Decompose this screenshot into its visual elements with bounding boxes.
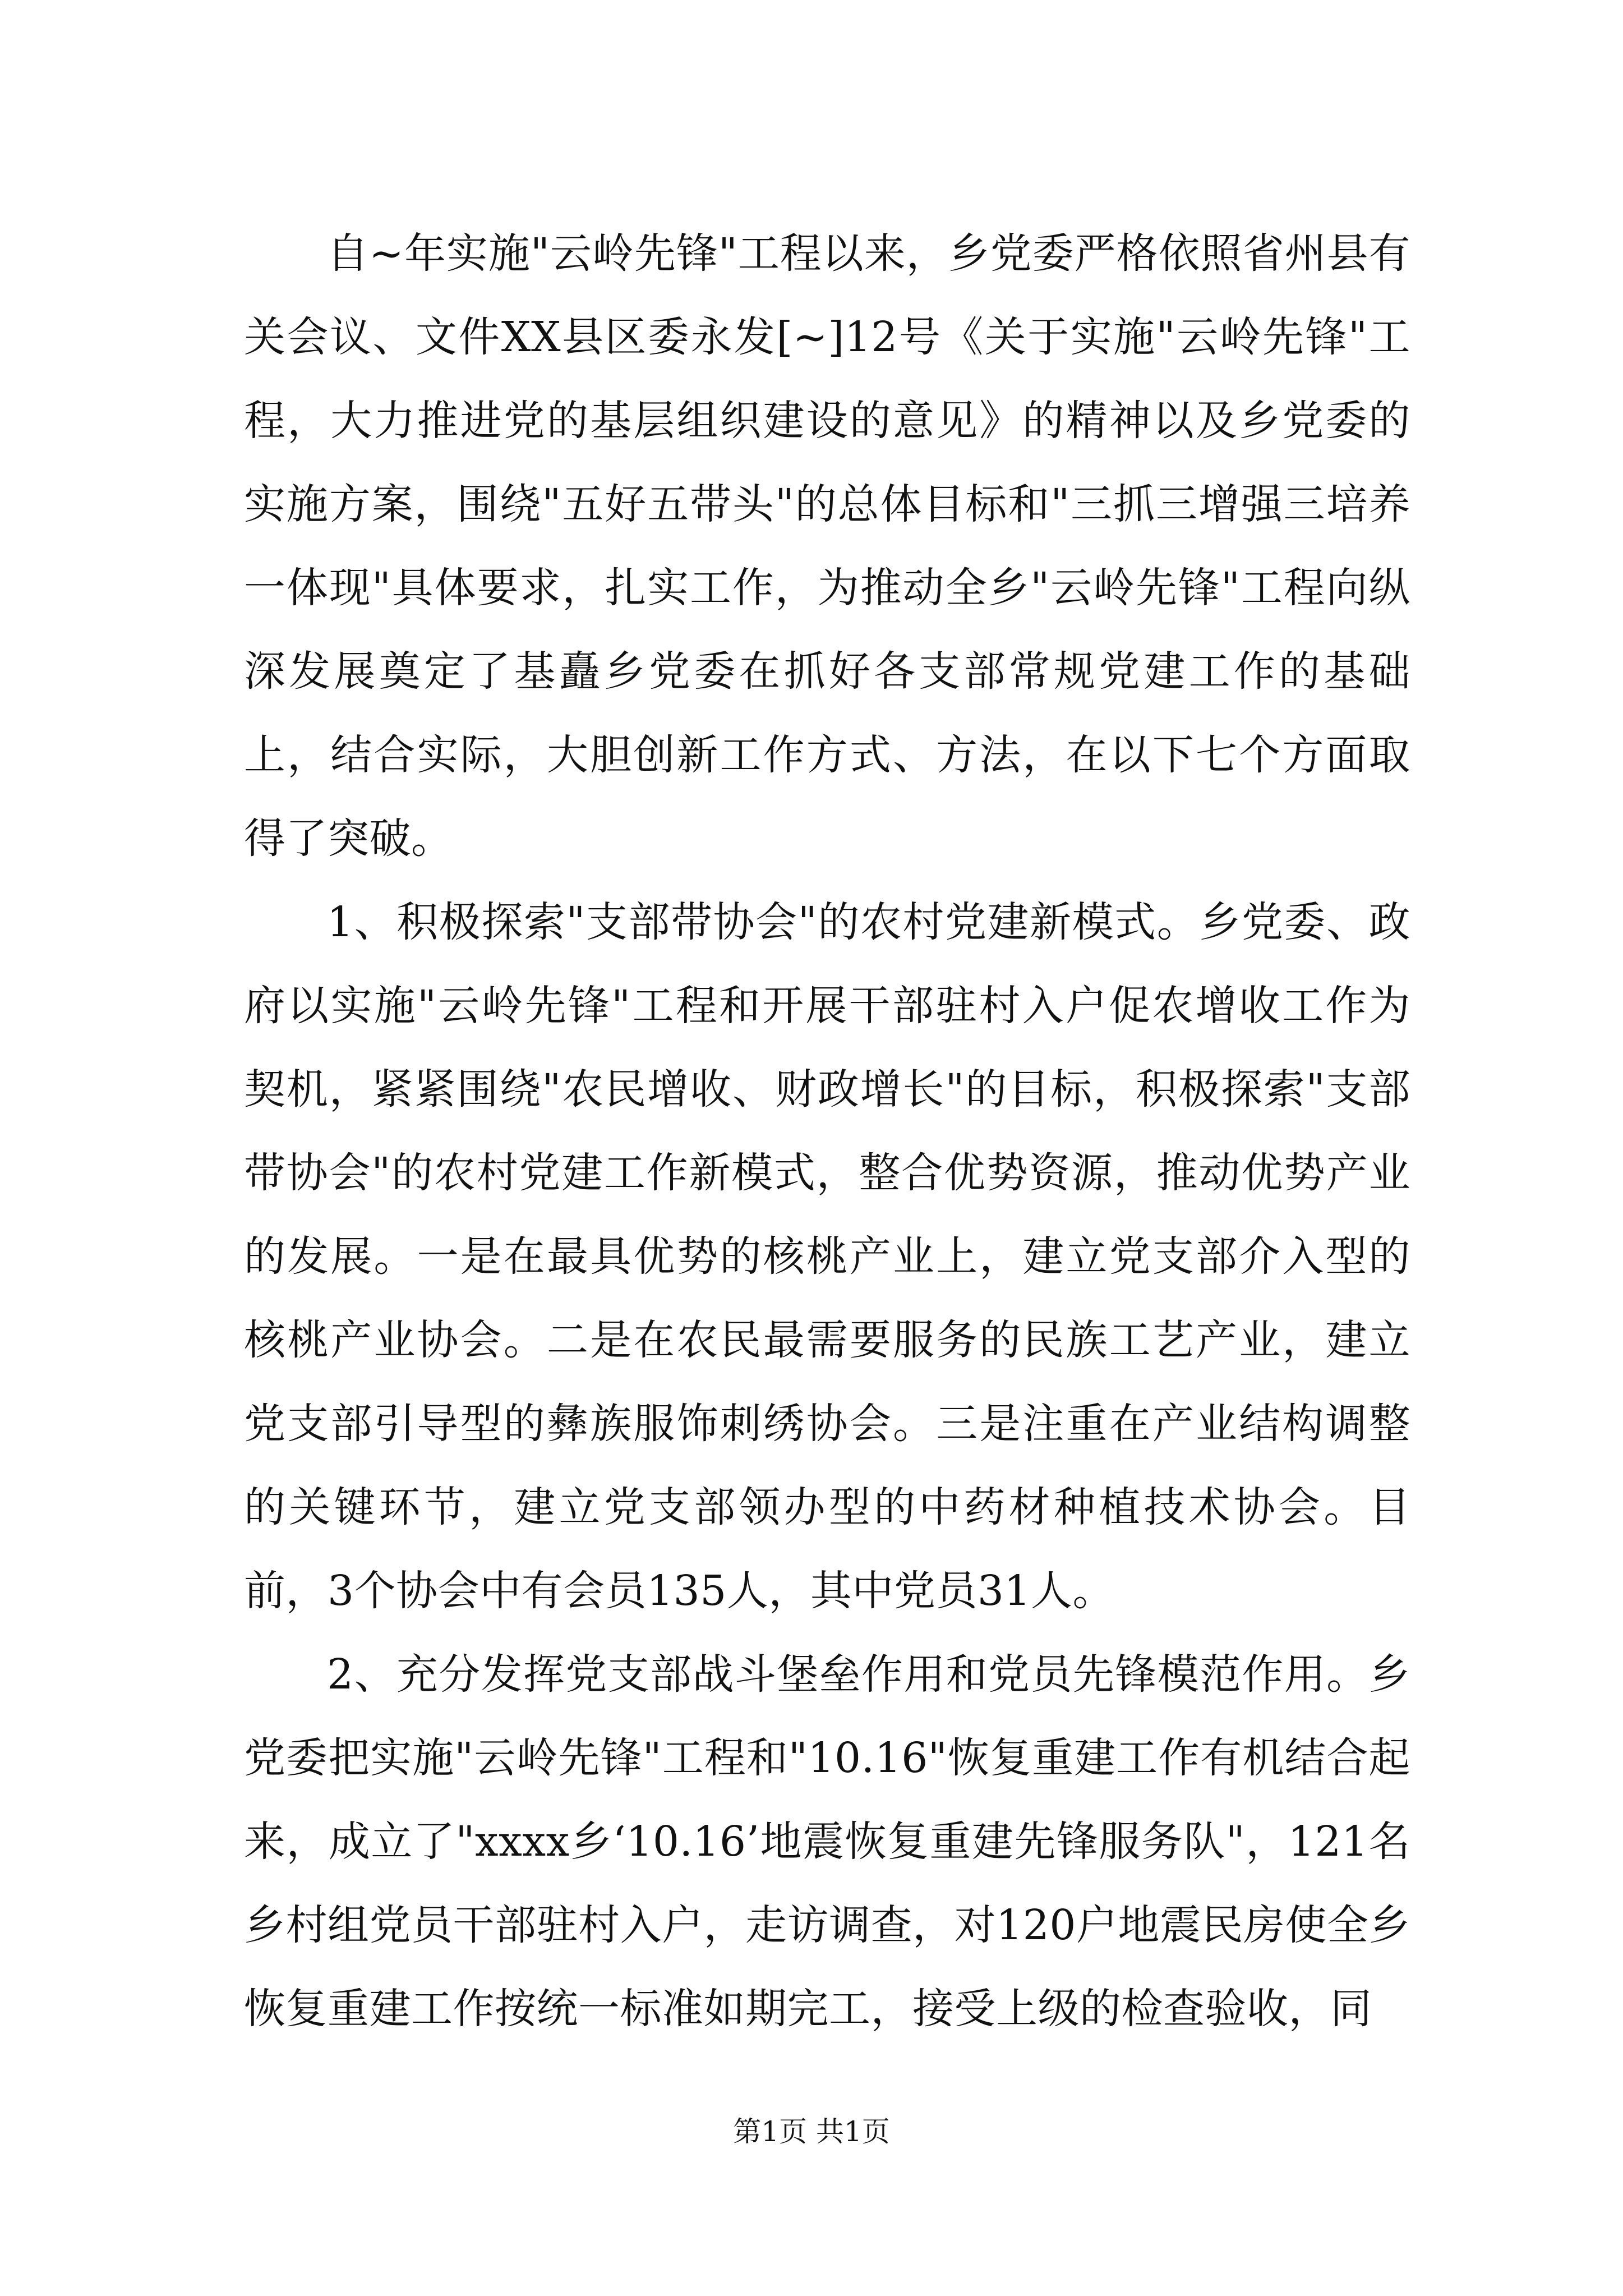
document-body xyxy=(244,212,1410,2051)
paragraph-intro: 自~年实施"云岭先锋"工程以来，乡党委严格依照省州县有关会议、文件XX县区委永发[~]12号《关于实施"云岭先锋"工程，大力推进党的基层组织建设的意见》的精神以及乡党委的实施方案，围绕"五好五带头"的总体目标和"三抓三增强三培养一体现"具体要求，扎实工作，为推动全乡"云岭先锋"工程向纵深发展奠定了基矗乡党委在抓好各支部常规党建工作的基础上，结合实际，大胆创新工作方式、方法，在以下七个方面取得了突破。 xyxy=(244,229,1410,863)
page-footer: 第1页 共1页 xyxy=(733,2115,890,2148)
paragraph-item-1: 1、积极探索"支部带协会"的农村党建新模式。乡党委、政府以实施"云岭先锋"工程和开展干部驻村入户促农增收工作为契机，紧紧围绕"农民增收、财政增长"的目标，积极探索"支部带协会"的农村党建工作新模式，整合优势资源，推动优势产业的发展。一是在最具优势的核桃产业上，建立党支部介入型的核桃产业协会。二是在农民最需要服务的民族工艺产业，建立党支部引导型的彝族服饰刺绣协会。三是注重在产业结构调整的关键环节，建立党支部领办型的中药材种植技术协会。目前，3个协会中有会员135人，其中党员31人。 xyxy=(244,898,1410,1615)
paragraph-item-2: 2、充分发挥党支部战斗堡垒作用和党员先锋模范作用。乡党委把实施"云岭先锋"工程和"10.16"恢复重建工作有机结合起来，成立了"xxxx乡‘10.16’地震恢复重建先锋服务队"，121名乡村组党员干部驻村入户，走访调查，对120户地震民房使全乡恢复重建工作按统一标准如期完工，接受上级的检查验收，同 xyxy=(244,1650,1410,2033)
